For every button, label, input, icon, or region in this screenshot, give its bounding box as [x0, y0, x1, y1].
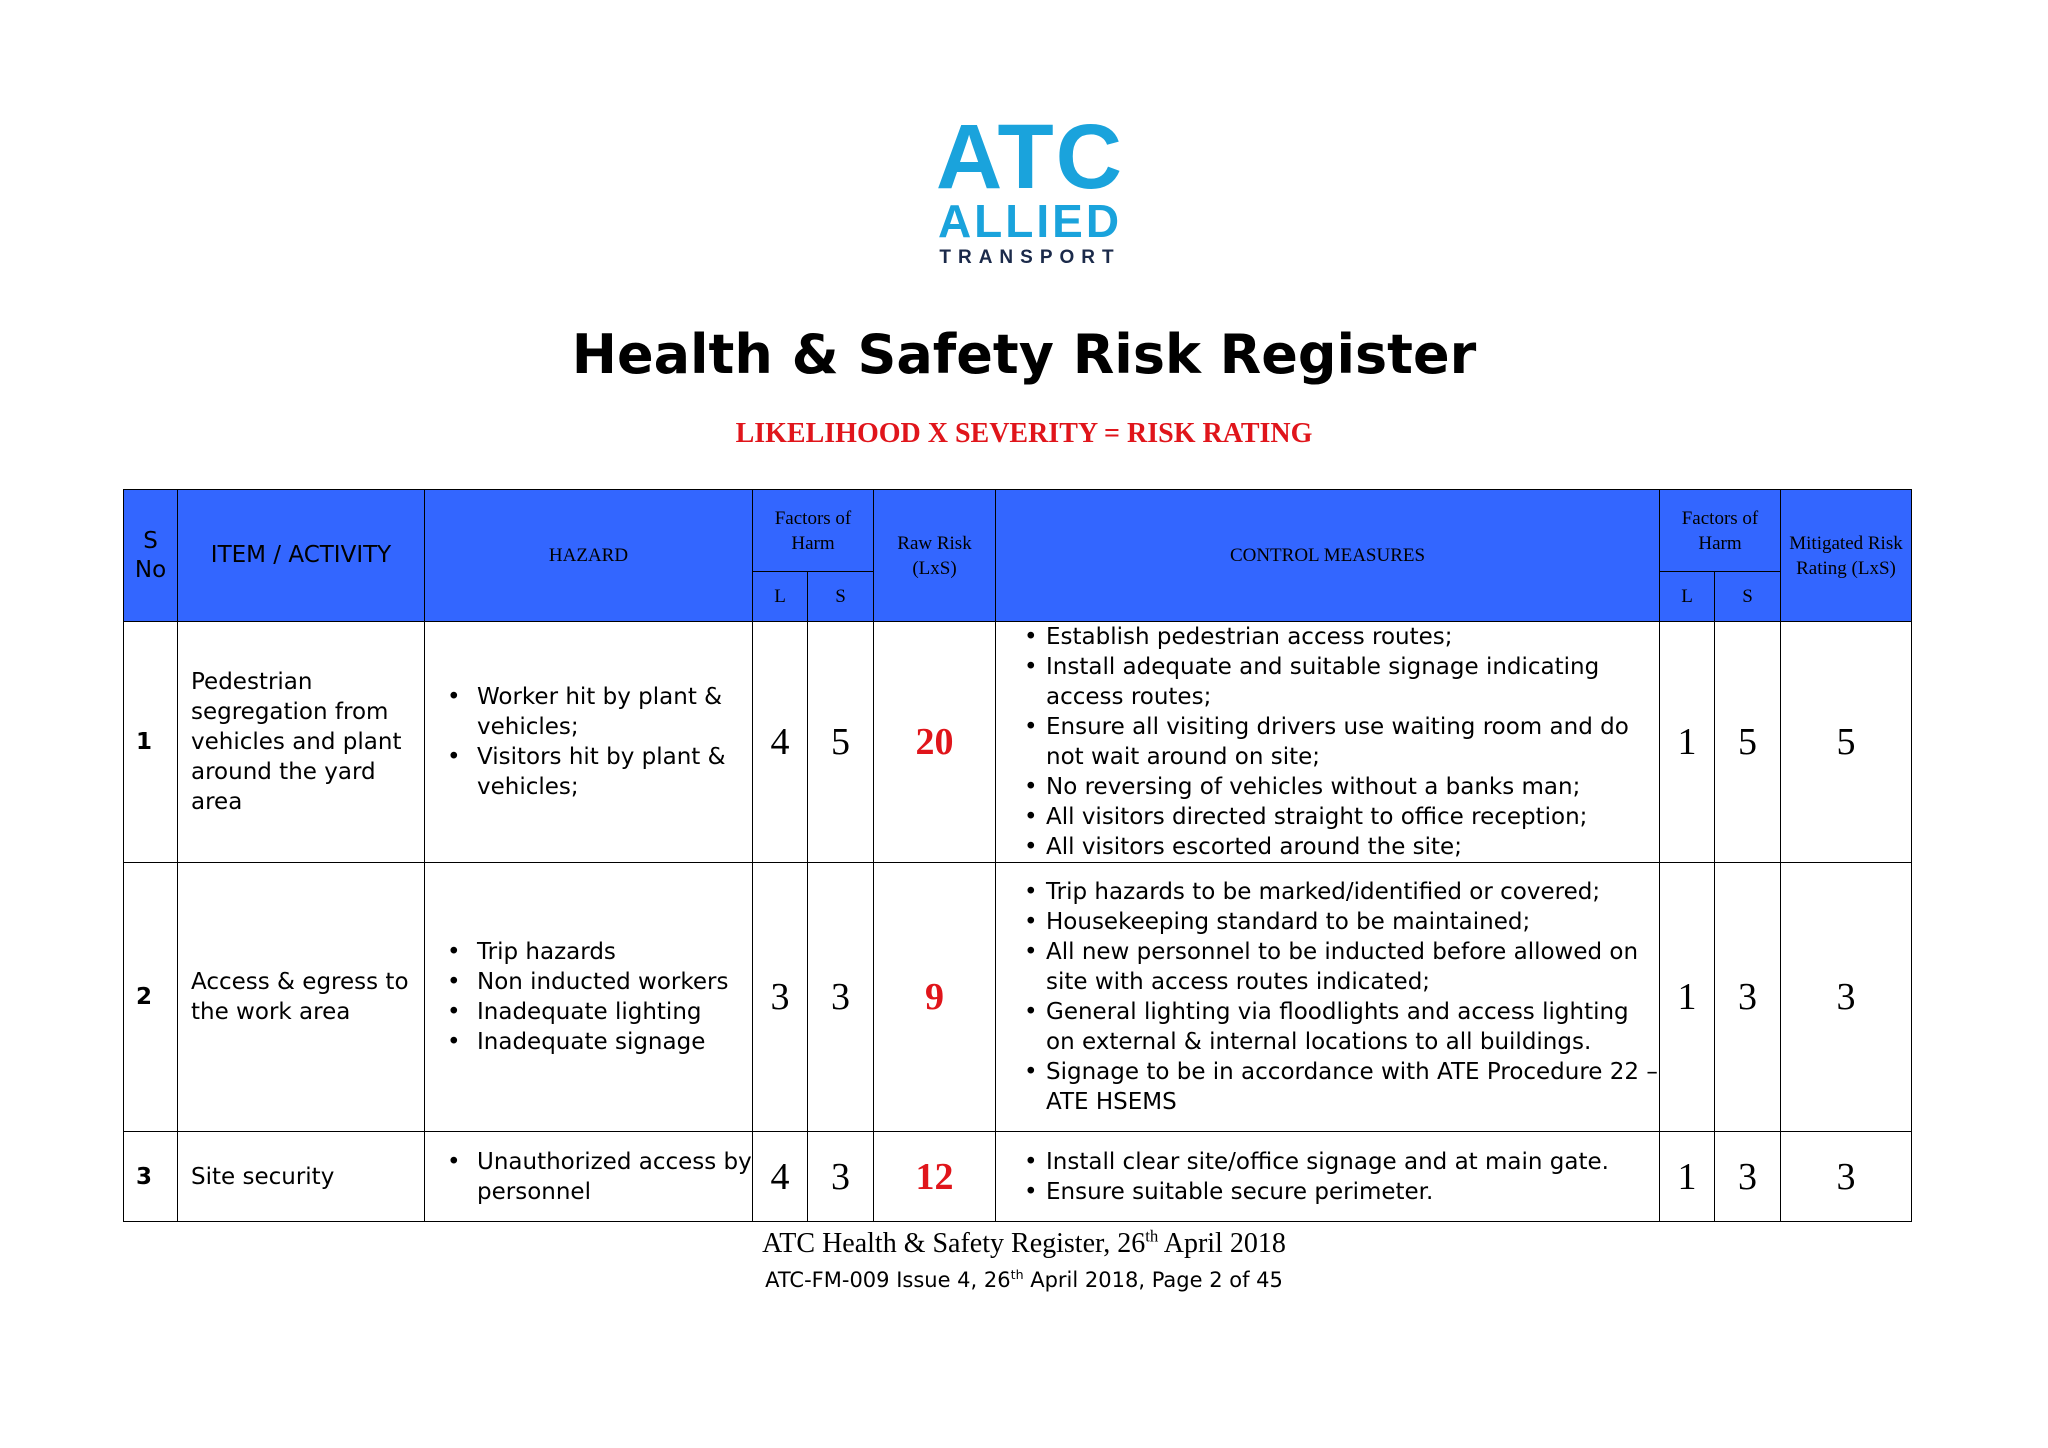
- header-hazard: HAZARD: [425, 490, 753, 622]
- header-raw-risk: Raw Risk (LxS): [874, 490, 996, 622]
- row-s: 5: [808, 622, 874, 863]
- row-mitigated-s: 3: [1715, 863, 1781, 1132]
- row-hazards: [425, 622, 753, 863]
- row-s: 3: [808, 863, 874, 1132]
- row-raw-risk: 9: [874, 863, 996, 1132]
- logo-text-sub: ALLIED: [937, 195, 1123, 247]
- row-mitigated-s: 5: [1715, 622, 1781, 863]
- row-mitigated-rating: 5: [1781, 622, 1912, 863]
- row-mitigated-l: 1: [1660, 1132, 1715, 1222]
- header-item: ITEM / ACTIVITY: [178, 490, 425, 622]
- header-s: S: [808, 572, 874, 622]
- control-item: • Establish pedestrian access routes;: [1022, 622, 1659, 652]
- hazard-item: • Worker hit by plant & vehicles;: [443, 682, 752, 742]
- row-l: 4: [753, 622, 808, 863]
- footer-line-1-date: April 2018: [1158, 1228, 1286, 1259]
- control-item: • All visitors directed straight to office reception;: [1022, 802, 1659, 832]
- control-item: • Ensure all visiting drivers use waiting room and do not wait around on site;: [1022, 712, 1659, 772]
- control-item: • Signage to be in accordance with ATE Procedure 22 – ATE HSEMS: [1022, 1057, 1659, 1117]
- control-item: • Ensure suitable secure perimeter.: [1022, 1177, 1659, 1207]
- page-title: Health & Safety Risk Register: [571, 323, 1477, 386]
- control-item: • General lighting via floodlights and access lighting on external & internal locations to all buildings.: [1022, 997, 1659, 1057]
- row-hazards: [425, 1132, 753, 1222]
- table-header-row: [124, 490, 1912, 572]
- header-l: L: [753, 572, 808, 622]
- row-mitigated-rating: 3: [1781, 1132, 1912, 1222]
- header-l-2: L: [1660, 572, 1715, 622]
- row-l: 4: [753, 1132, 808, 1222]
- header-s-2: S: [1715, 572, 1781, 622]
- row-controls: [996, 1132, 1660, 1222]
- header-sno: [124, 490, 178, 622]
- control-item: • Trip hazards to be marked/identified or covered;: [1022, 877, 1659, 907]
- footer-line-1-sup: th: [1145, 1226, 1159, 1246]
- hazard-item: • Non inducted workers: [443, 967, 752, 997]
- header-sno-line1: S: [143, 527, 158, 554]
- hazard-item: • Trip hazards: [443, 937, 752, 967]
- row-item: Access & egress to the work area: [178, 863, 425, 1132]
- header-mitigated: Mitigated Risk Rating (LxS): [1781, 490, 1912, 622]
- row-sno: 1: [124, 622, 178, 863]
- row-s: 3: [808, 1132, 874, 1222]
- footer-line-2-text: ATC-FM-009 Issue 4, 26: [765, 1268, 1011, 1292]
- hazard-item: • Visitors hit by plant & vehicles;: [443, 742, 752, 802]
- row-item: Site security: [178, 1132, 425, 1222]
- row-mitigated-l: 1: [1660, 622, 1715, 863]
- row-raw-risk: 12: [874, 1132, 996, 1222]
- footer-line-2-page: April 2018, Page 2 of 45: [1023, 1268, 1283, 1292]
- control-item: • Housekeeping standard to be maintained;: [1022, 907, 1659, 937]
- header-controls: CONTROL MEASURES: [996, 490, 1660, 622]
- atc-logo-icon: [900, 112, 1160, 272]
- table-row: [124, 622, 1912, 863]
- header-factors-2: Factors of Harm: [1660, 490, 1781, 572]
- control-item: • All visitors escorted around the site;: [1022, 832, 1659, 862]
- footer-line-2: [0, 1268, 2048, 1292]
- header-factors: Factors of Harm: [753, 490, 874, 572]
- control-item: • Install clear site/office signage and at main gate.: [1022, 1147, 1659, 1177]
- hazard-item: • Inadequate lighting: [443, 997, 752, 1027]
- hazard-item: • Unauthorized access by personnel: [443, 1147, 752, 1207]
- risk-formula: LIKELIHOOD X SEVERITY = RISK RATING: [735, 418, 1313, 449]
- row-mitigated-rating: 3: [1781, 863, 1912, 1132]
- hazard-item: • Inadequate signage: [443, 1027, 752, 1057]
- row-sno: 2: [124, 863, 178, 1132]
- row-hazards: [425, 863, 753, 1132]
- logo-text-main: ATC: [935, 112, 1125, 208]
- row-mitigated-l: 1: [1660, 863, 1715, 1132]
- risk-register-table: [123, 489, 1912, 1222]
- row-controls: [996, 622, 1660, 863]
- table-row: [124, 863, 1912, 1132]
- control-item: • No reversing of vehicles without a banks man;: [1022, 772, 1659, 802]
- footer-line-2-sup: th: [1010, 1267, 1024, 1282]
- footer-line-1-text: ATC Health & Safety Register, 26: [762, 1228, 1146, 1259]
- company-logo: [900, 112, 1160, 272]
- logo-text-sub2: TRANSPORT: [939, 247, 1121, 268]
- row-sno: 3: [124, 1132, 178, 1222]
- row-l: 3: [753, 863, 808, 1132]
- row-controls: [996, 863, 1660, 1132]
- row-mitigated-s: 3: [1715, 1132, 1781, 1222]
- row-raw-risk: 20: [874, 622, 996, 863]
- footer-line-1: [0, 1228, 2048, 1260]
- table-row: [124, 1132, 1912, 1222]
- row-item: Pedestrian segregation from vehicles and plant around the yard area: [178, 622, 425, 863]
- control-item: • Install adequate and suitable signage indicating access routes;: [1022, 652, 1659, 712]
- header-sno-line2: No: [134, 556, 167, 583]
- control-item: • All new personnel to be inducted before allowed on site with access routes indicated;: [1022, 937, 1659, 997]
